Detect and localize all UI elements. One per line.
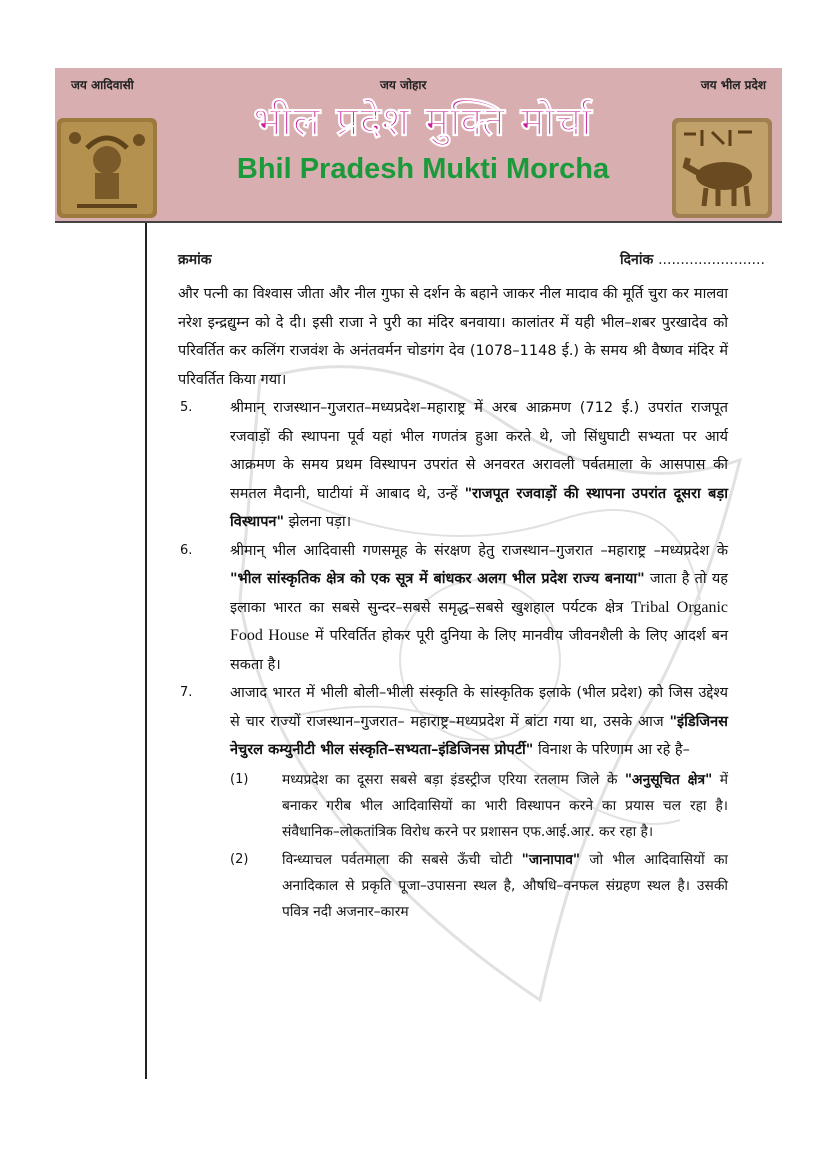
point-7 [178, 679, 728, 765]
point-number: 5. [180, 400, 193, 415]
sub-point-2 [178, 847, 728, 925]
sub-point-number: (1) [230, 771, 249, 787]
slogan-right: जय भील प्रदेश [700, 78, 766, 92]
date-line [620, 250, 765, 269]
point-text: श्रीमान् राजस्थान–गुजरात–मध्यप्रदेश–महाराष्ट्र में अरब आक्रमण (712 ई.) उपरांत राजपूत रजवाड़ों की स्थापना पूर्व यहां भील गणतंत्र हुआ करते थे, जो सिंधुघाटी सभ्यता पर आर्य आक्रमण के समय प्रथम विस्थापन उपरांत से अनवरत अरावली पर्वतमाला के आसपास की समतल मैदानी, घाटीयां में आबाद थे, उन्हें [230, 400, 728, 502]
sub-point-text: विन्ध्याचल पर्वतमाला की सबसे ऊँची चोटी [282, 851, 522, 868]
continuation-paragraph: और पत्नी का विश्वास जीता और नील गुफा से दर्शन के बहाने जाकर नील मादाव की मूर्ति चुरा कर मालवा नरेश इन्द्रद्युम्न को दे दी। इसी राजा ने पुरी का मंदिर बनवाया। कालांतर में यही भील–शबर पुरखादेव को परिवर्तित कर कलिंग राजवंश के अनंतवर्मन चोडगंग देव (1078–1148 ई.) के समय श्री वैष्णव मंदिर में परिवर्तित किया गया। [178, 286, 728, 388]
date-label: दिनांक [620, 252, 654, 268]
point-text: में परिवर्तित होकर पूरी दुनिया के लिए मानवीय जीवनशैली के लिए आदर्श बन सकता है। [230, 628, 728, 673]
emphasis-text: "भील सांस्कृतिक क्षेत्र को एक सूत्र में बांधकर अलग भील प्रदेश राज्य बनाया" [230, 571, 645, 587]
indus-seal-left-image [57, 118, 157, 218]
point-number: 7. [180, 685, 193, 700]
letter-body [178, 280, 728, 925]
org-title-hindi: भील प्रदेश मुक्ति मोर्चा [253, 99, 593, 145]
point-text: श्रीमान् भील आदिवासी गणसमूह के संरक्षण हेतु राजस्थान–गुजरात –महाराष्ट्र –मध्यप्रदेश के [230, 542, 728, 559]
slogan-left: जय आदिवासी [71, 78, 134, 92]
sub-point-1 [178, 767, 728, 845]
org-title-english: Bhil Pradesh Mukti Morcha [236, 153, 610, 185]
point-5 [178, 394, 728, 537]
point-text: झेलना पड़ा। [284, 514, 352, 530]
emphasis-text: "अनुसूचित क्षेत्र" [624, 771, 713, 788]
emphasis-text: "जानापाव" [521, 851, 581, 868]
point-text: आजाद भारत में भीली बोली–भीली संस्कृति के सांस्कृतिक इलाके (भील प्रदेश) को जिस उद्देश्य से चार राज्यों राजस्थान–गुजरात– महाराष्ट्र–मध्यप्रदेश में बांटा गया था, उसके आज [230, 685, 728, 730]
letterhead-banner [55, 68, 782, 223]
indus-bull-seal-right-image [672, 118, 772, 218]
emphasis-text: "राजपूत रजवाड़ों की स्थापना उपरांत दूसरा बड़ा विस्थापन" [230, 485, 728, 530]
sub-point-text: जो भील आदिवासियों का अनादिकाल से प्रकृति पूजा–उपासना स्थल है, औषधि–वनफल संग्रहण स्थल है। उसकी पवित्र नदी अजनार–कारम [282, 851, 729, 920]
emphasis-text: "इंडिजिनस नेचुरल कम्युनीटी भील संस्कृति–सभ्यता–इंडिजिनस प्रोपर्टी" [230, 713, 728, 758]
date-value: ........................ [658, 252, 765, 268]
slogan-center: जय जोहार [380, 78, 427, 92]
point-number: 6. [180, 542, 193, 558]
point-6 [178, 537, 728, 680]
sub-point-text: में बनाकर गरीब भील आदिवासियों का भारी विस्थापन करने का प्रयास चल रहा है। संवैधानिक–लोकतांत्रिक विरोध करने पर प्रशासन एफ.आई.आर. कर रहा है। [282, 771, 728, 840]
english-phrase: Tribal Organic Food House [230, 598, 728, 644]
margin-rule [145, 223, 147, 1079]
point-text: विनाश के परिणाम आ रहे है– [533, 742, 690, 758]
point-text: जाता है तो यह इलाका भारत का सबसे सुन्दर–सबसे समृद्ध–सबसे खुशहाल पर्यटक क्षेत्र [230, 571, 728, 616]
sub-point-text: मध्यप्रदेश का दूसरा सबसे बड़ा इंडस्ट्रीज एरिया रतलाम जिले के [282, 771, 625, 788]
sub-point-number: (2) [230, 851, 249, 867]
serial-number-label: क्रमांक [178, 252, 212, 268]
